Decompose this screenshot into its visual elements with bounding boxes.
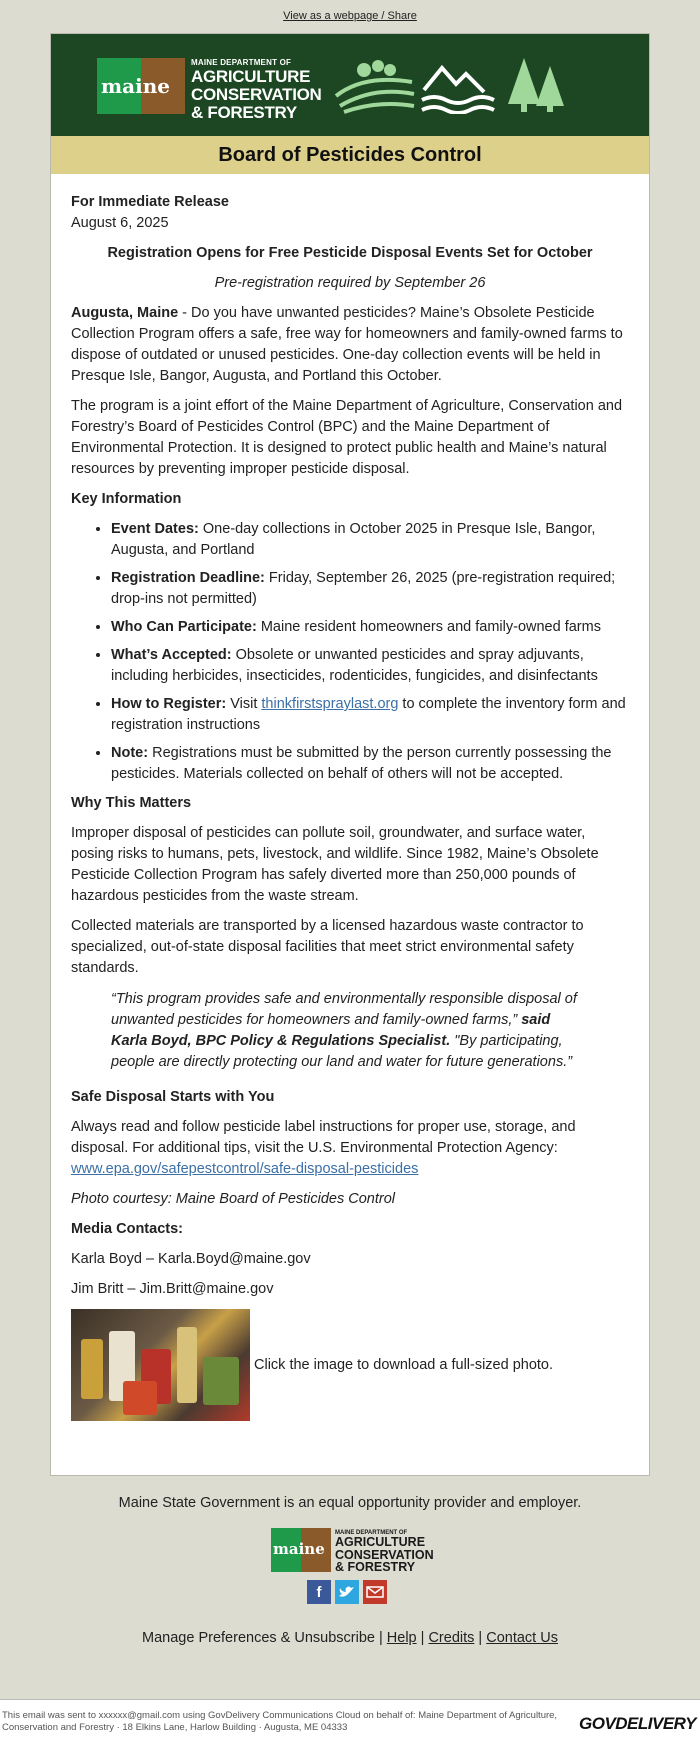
headline: Registration Opens for Free Pesticide Disposal Events Set for October: [107, 245, 593, 261]
epa-link[interactable]: www.epa.gov/safepestcontrol/safe-disposal-pesticides: [71, 1161, 419, 1177]
key-info-heading: Key Information: [71, 491, 182, 507]
release-date: August 6, 2025: [71, 215, 169, 231]
equal-opportunity-text: Maine State Government is an equal opportunity provider and employer.: [118, 1495, 582, 1511]
list-item: [111, 645, 629, 687]
contact-us-link[interactable]: Contact Us: [486, 1630, 558, 1646]
list-item: [111, 617, 629, 638]
facebook-icon[interactable]: f: [307, 1580, 331, 1604]
intro-text: - Do you have unwanted pesticides? Maine’s Obsolete Pesticide Collection Program offers a safe, free way for homeowners and family-owned farms to dispose of outdated or unused pesticides. One-day collection events will be held in Presque Isle, Bangor, Augusta, and Portland this October.: [71, 305, 623, 384]
footer-logo: [271, 1528, 434, 1574]
key-text: Visit: [226, 696, 262, 712]
social-icons: [307, 1580, 387, 1604]
help-link[interactable]: Help: [386, 1630, 417, 1646]
key-text: Registrations must be submitted by the person currently possessing the pesticides. Materials collected on behalf of others will not be accepted.: [111, 745, 612, 782]
mountain-water-icon: [422, 68, 494, 113]
key-label: Event Dates:: [111, 521, 199, 537]
footer-dept-line2: CONSERVATION: [335, 1547, 434, 1562]
dept-small: MAINE DEPARTMENT OF: [191, 58, 292, 67]
manage-preferences-text[interactable]: Manage Preferences & Unsubscribe: [142, 1630, 375, 1646]
email-share-icon[interactable]: [363, 1580, 387, 1604]
footer-dept-small: MAINE DEPARTMENT OF: [335, 1530, 408, 1536]
footer-dept-line1: AGRICULTURE: [335, 1535, 426, 1549]
footer-dept-line3: & FORESTRY: [335, 1560, 416, 1574]
dept-line3: & FORESTRY: [191, 103, 297, 122]
logo-word: maine: [101, 74, 170, 98]
quote-text: “This program provides safe and environmentally responsible disposal of unwanted pesticides for homeowners and family-owned farms,”: [111, 991, 577, 1028]
view-as-webpage-link[interactable]: View as a webpage / Share: [283, 10, 417, 22]
key-text: Obsolete or unwanted pesticides and spray adjuvants, including herbicides, insecticides, rodenticides, fungicides, and disinfectants: [111, 647, 598, 684]
photo-credit: Photo courtesy: Maine Board of Pesticides Control: [71, 1191, 395, 1207]
photo-caption: Click the image to download a full-sized photo.: [254, 1356, 554, 1373]
dateline: Augusta, Maine: [71, 305, 179, 321]
key-label: Who Can Participate:: [111, 619, 257, 635]
media-heading: Media Contacts:: [71, 1221, 183, 1237]
key-label: Registration Deadline:: [111, 570, 265, 586]
key-text: to complete the inventory form and registration instructions: [111, 696, 626, 733]
list-item: [111, 743, 629, 785]
safe-text: Always read and follow pesticide label instructions for proper use, storage, and disposal. For additional tips, visit the U.S. Environmental Protection Agency:: [71, 1119, 576, 1156]
top-links: [0, 10, 700, 22]
dept-line1: AGRICULTURE: [191, 67, 311, 86]
maine-logo: [97, 58, 185, 114]
twitter-icon[interactable]: [335, 1580, 359, 1604]
article-body: [51, 174, 649, 1421]
credits-link[interactable]: Credits: [428, 1630, 475, 1646]
govdelivery-logo: GOVDELIVERY: [579, 1714, 696, 1733]
key-label: What’s Accepted:: [111, 647, 232, 663]
why-paragraph-1: Improper disposal of pesticides can pollute soil, groundwater, and surface water, posing risks to humans, pets, livestock, and wildlife. Since 1982, Maine’s Obsolete Pesticide Collection Program has safely diverted more than 250,000 pounds of hazardous pesticides from the waste stream.: [71, 825, 599, 904]
quote-text-end: "By participating, people are directly protecting our land and water for future generations.”: [111, 1033, 573, 1070]
list-item: [111, 519, 629, 561]
key-info-list: [111, 519, 629, 785]
intro-paragraph: [71, 303, 629, 387]
contact-jim: Jim Britt – Jim.Britt@maine.gov: [71, 1281, 274, 1297]
key-text: Maine resident homeowners and family-owned farms: [256, 619, 601, 635]
dept-line2: CONSERVATION: [191, 85, 322, 104]
why-paragraph-2: Collected materials are transported by a licensed hazardous waste contractor to specialized, out-of-state disposal facilities that meet strict environmental safety standards.: [71, 918, 584, 976]
page-title: Board of Pesticides Control: [51, 136, 649, 174]
farm-fields-icon: [336, 60, 414, 112]
release-label: For Immediate Release: [71, 194, 229, 210]
landscape-icons: [334, 56, 574, 114]
email-card: [50, 33, 650, 1476]
subheadline: Pre-registration required by September 26: [214, 275, 486, 291]
key-label: Note:: [111, 745, 149, 761]
govdelivery-footer: [0, 1699, 700, 1741]
safe-heading: Safe Disposal Starts with You: [71, 1089, 275, 1105]
quote-block: [111, 989, 589, 1073]
footer-logo-word: maine: [273, 1540, 325, 1558]
list-item: [111, 694, 629, 736]
program-paragraph: The program is a joint effort of the Maine Department of Agriculture, Conservation and Forestry’s Board of Pesticides Control (BPC) and the Maine Department of Environmental Protection. It is designed to protect public health and Maine’s natural resources by preventing improper pesticide disposal.: [71, 398, 623, 477]
quote-attribution: said Karla Boyd, BPC Policy & Regulations Specialist.: [111, 1012, 551, 1049]
safe-paragraph: [71, 1117, 629, 1180]
key-text: One-day collections in October 2025 in Presque Isle, Bangor, Augusta, and Portland: [111, 521, 596, 558]
list-item: [111, 568, 629, 610]
register-link[interactable]: thinkfirstspraylast.org: [261, 696, 399, 712]
sent-note: This email was sent to xxxxxx@gmail.com using GovDelivery Communications Cloud on behalf of: Maine Department of Agriculture, Conservation and Forestry · 18 Elkins Lane, Harlow Building · Augusta, ME 04333: [2, 1710, 558, 1733]
pesticide-photo[interactable]: [71, 1309, 250, 1421]
key-label: How to Register:: [111, 696, 227, 712]
footer-links: Manage Preferences & Unsubscribe | Help | Credits | Contact Us: [142, 1630, 558, 1646]
why-heading: Why This Matters: [71, 795, 192, 811]
photo-row: [71, 1309, 629, 1421]
contact-karla: Karla Boyd – Karla.Boyd@maine.gov: [71, 1251, 311, 1267]
key-text: Friday, September 26, 2025 (pre-registration required; drop-ins not permitted): [111, 570, 616, 607]
pine-trees-icon: [508, 58, 564, 112]
header-banner: [51, 34, 649, 136]
department-name: [191, 59, 322, 121]
